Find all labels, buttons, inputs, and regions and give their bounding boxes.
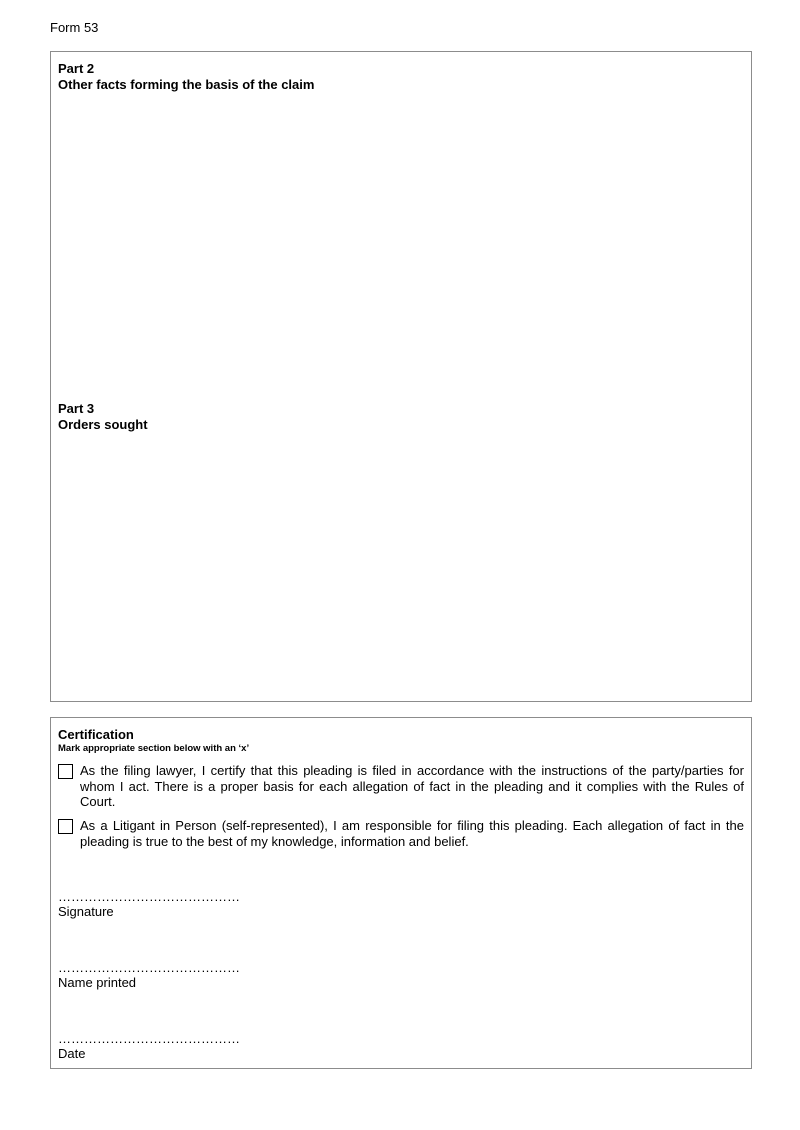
certification-instruction: Mark appropriate section below with an ‘x’ xyxy=(58,743,250,754)
form-number: Form 53 xyxy=(50,20,99,35)
part-2-label: Part 2 xyxy=(58,61,95,76)
litigant-in-person-option xyxy=(58,818,744,849)
name-printed-line: …………………………………… xyxy=(58,960,240,975)
date-label: Date xyxy=(58,1046,86,1061)
part-3-heading xyxy=(58,401,148,433)
date-field[interactable] xyxy=(58,1031,240,1061)
signature-label: Signature xyxy=(58,904,114,919)
name-printed-field[interactable] xyxy=(58,960,240,990)
signature-field[interactable] xyxy=(58,889,240,919)
part-3-label: Part 3 xyxy=(58,401,95,416)
part-2-heading xyxy=(58,61,314,93)
date-line: …………………………………… xyxy=(58,1031,240,1046)
filing-lawyer-option xyxy=(58,763,744,810)
parts-section xyxy=(50,51,752,702)
filing-lawyer-checkbox[interactable] xyxy=(58,764,73,779)
certification-title: Certification xyxy=(58,727,134,742)
name-printed-label: Name printed xyxy=(58,975,137,990)
part-2-title: Other facts forming the basis of the claim xyxy=(58,77,315,92)
part-3-title: Orders sought xyxy=(58,417,148,432)
signature-line: …………………………………… xyxy=(58,889,240,904)
filing-lawyer-statement: As the filing lawyer, I certify that this pleading is filed in accordance with the instructions of the party/parties for whom I act. There is a proper basis for each allegation of fact in the pleading and it complies with the Rules of Court. xyxy=(80,763,744,809)
litigant-in-person-checkbox[interactable] xyxy=(58,819,73,834)
litigant-in-person-statement: As a Litigant in Person (self-represented), I am responsible for filing this pleading. Each allegation of fact in the pleading is true to the best of my knowledge, information and belief. xyxy=(80,818,744,849)
certification-section xyxy=(50,717,752,1069)
